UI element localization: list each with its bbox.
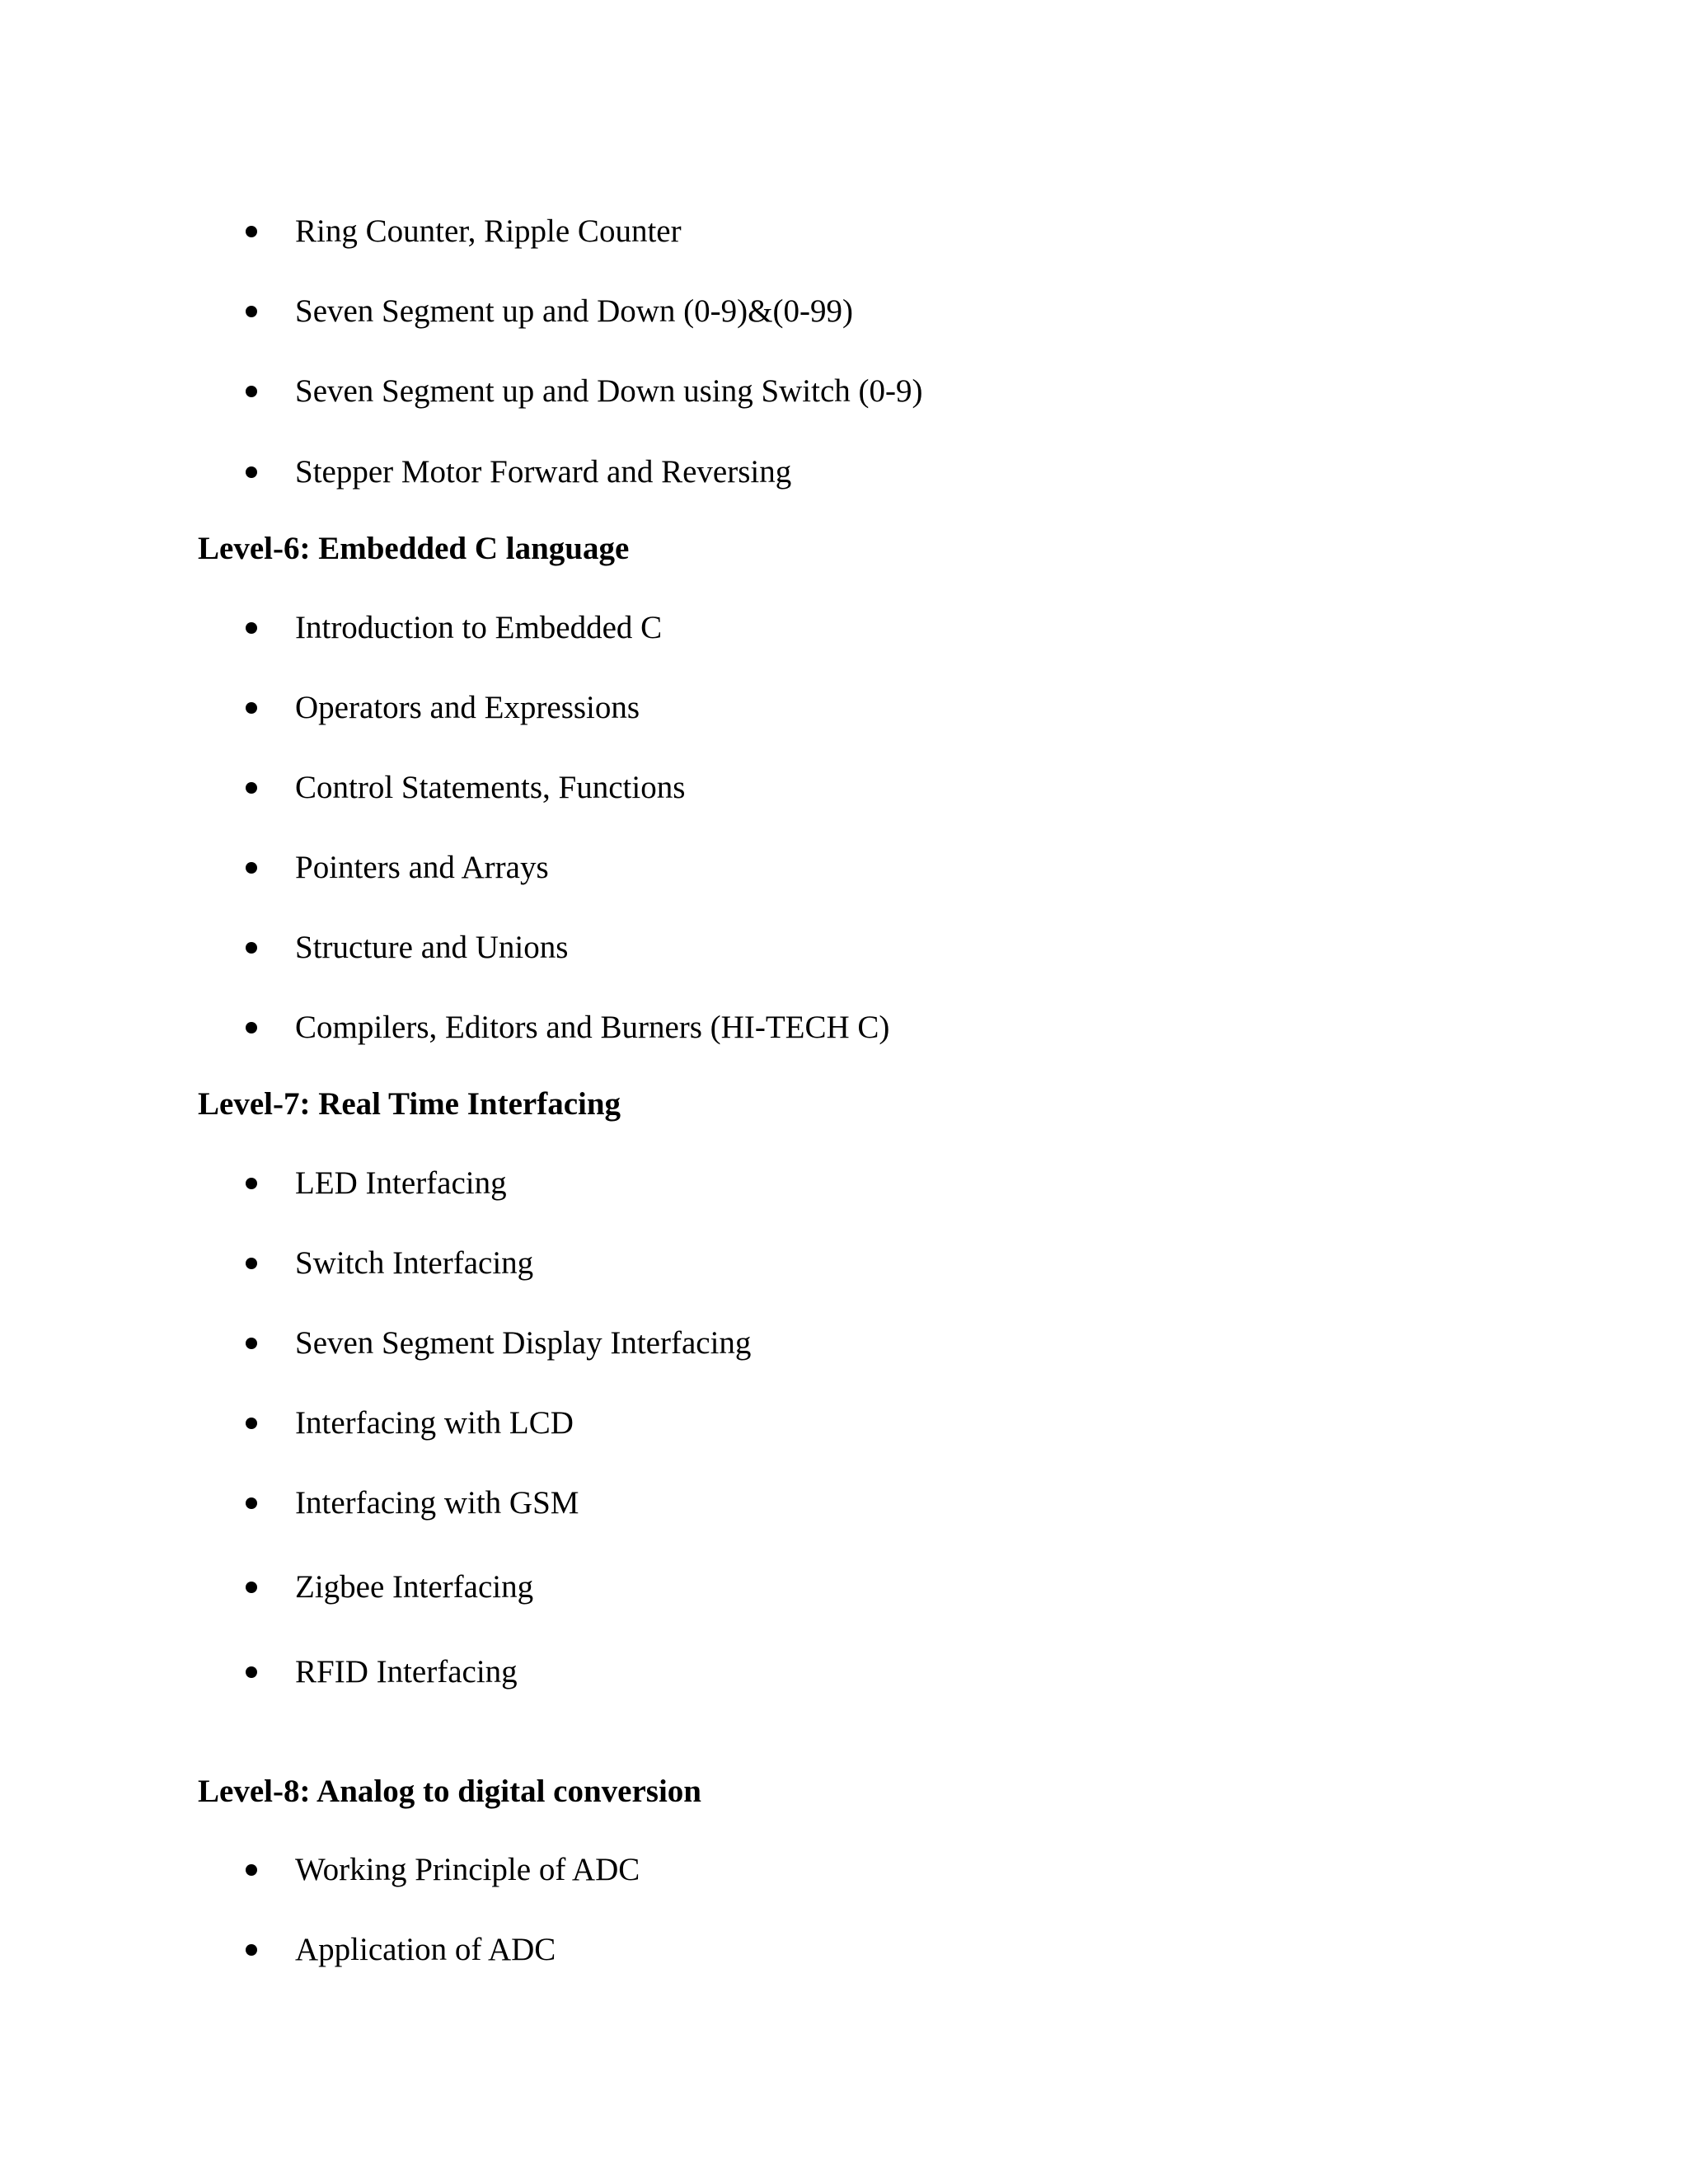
list-item-text: Seven Segment Display Interfacing (295, 1325, 752, 1361)
list-item (0, 1009, 1688, 1047)
list-item-text: Application of ADC (295, 1932, 556, 1967)
list-item-text: Ring Counter, Ripple Counter (295, 213, 682, 249)
bullet-icon (246, 782, 257, 794)
list-item-text: Stepper Motor Forward and Reversing (295, 454, 792, 490)
list-item (0, 609, 1688, 647)
list-item-text: Seven Segment up and Down (0-9)&(0-99) (295, 293, 853, 329)
list-item (0, 293, 1688, 330)
list-item (0, 1484, 1688, 1522)
bullet-icon (246, 1022, 257, 1033)
bullet-icon (246, 466, 257, 478)
list-item (0, 1165, 1688, 1202)
list-item-text: Structure and Unions (295, 930, 569, 965)
list-item-text: LED Interfacing (295, 1165, 507, 1201)
list-item (0, 1324, 1688, 1362)
list-item-text: Interfacing with LCD (295, 1405, 574, 1441)
list-item (0, 1568, 1688, 1606)
bullet-icon (246, 386, 257, 397)
list-item-text: Introduction to Embedded C (295, 610, 663, 645)
list-item-text: Switch Interfacing (295, 1245, 534, 1281)
section-heading: Level-8: Analog to digital conversion (198, 1774, 701, 1809)
bullet-icon (246, 1178, 257, 1189)
list-item (0, 689, 1688, 727)
list-item-text: Working Principle of ADC (295, 1852, 640, 1887)
bullet-icon (246, 1666, 257, 1678)
bullet-icon (246, 1864, 257, 1876)
bullet-icon (246, 226, 257, 237)
list-item-text: Interfacing with GSM (295, 1485, 579, 1521)
bullet-icon (246, 1258, 257, 1269)
list-item (0, 1653, 1688, 1691)
list-item-text: RFID Interfacing (295, 1654, 518, 1690)
list-item (0, 1244, 1688, 1282)
list-item-text: Operators and Expressions (295, 690, 640, 725)
section-heading: Level-6: Embedded C language (198, 531, 630, 566)
list-item (0, 1931, 1688, 1969)
list-item-text: Control Statements, Functions (295, 770, 686, 805)
list-item (0, 769, 1688, 807)
bullet-icon (246, 306, 257, 317)
bullet-icon (246, 1338, 257, 1349)
bullet-icon (246, 702, 257, 714)
list-item-text: Seven Segment up and Down using Switch (0-9) (295, 373, 923, 409)
list-item (0, 1404, 1688, 1442)
list-item (0, 1851, 1688, 1889)
bullet-icon (246, 1418, 257, 1429)
bullet-icon (246, 942, 257, 954)
bullet-icon (246, 1497, 257, 1509)
list-item (0, 453, 1688, 491)
list-item-text: Pointers and Arrays (295, 850, 549, 885)
bullet-icon (246, 862, 257, 874)
list-item-text: Zigbee Interfacing (295, 1569, 534, 1605)
list-item (0, 213, 1688, 251)
bullet-icon (246, 622, 257, 634)
list-item (0, 929, 1688, 967)
list-item-text: Compilers, Editors and Burners (HI-TECH C) (295, 1010, 890, 1045)
bullet-icon (246, 1944, 257, 1956)
list-item (0, 849, 1688, 887)
list-item (0, 373, 1688, 410)
bullet-icon (246, 1582, 257, 1593)
section-heading: Level-7: Real Time Interfacing (198, 1086, 621, 1122)
